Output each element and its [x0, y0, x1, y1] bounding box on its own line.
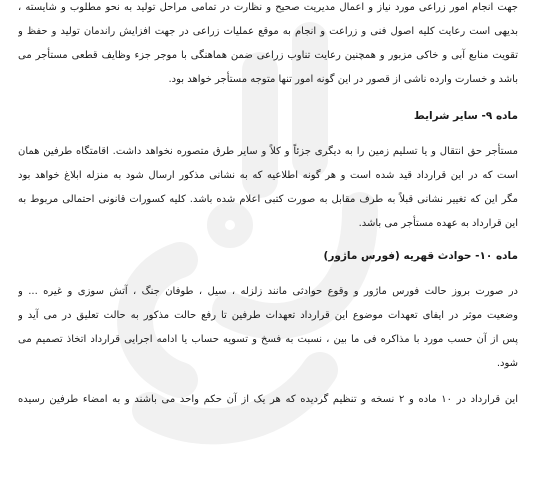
- article-9-line: مستأجر حق انتقال و یا تسلیم زمین را به دیگری جزئاً و کلاً و سایر طرق متصوره نخواهد داشت. اقامتگاه طرفین همان: [18, 146, 518, 157]
- article-10-line: وضعیت موثر در ایفای تعهدات موضوع این قرارداد تعهدات طرفین تا رفع حالت مذکور به حالت تعلیق در می آید و: [18, 310, 518, 321]
- article-9-line: این قرارداد به عهده مستأجر می باشد.: [358, 218, 518, 229]
- article-10-line: شود.: [496, 358, 518, 369]
- paragraph-line: باشد و خسارت وارده ناشی از قصور در این گونه امور تنها متوجه مستأجر خواهد بود.: [168, 74, 518, 85]
- closing-line: این قرارداد در ۱۰ ماده و ۲ نسخه و تنظیم گردیده که هر یک از آن حکم واحد می باشند و به امضاء طرفین رسیده: [18, 394, 518, 405]
- article-10-title: ماده ۱۰- حوادث قهریه (فورس ماژور): [323, 250, 518, 262]
- paragraph-line: تقویت منابع آبی و خاکی مزبور و همچنین رعایت تناوب زراعی ضمن هماهنگی با موجر جزء وظایف قطعی مستأجر می: [18, 50, 518, 61]
- document-body: [18, 0, 518, 412]
- article-9-line: مگر این که تغییر نشانی قبلاً به طرف مقابل به صورت کتبی اعلام شده باشد. کلیه کسورات قانونی احتمالی مربوط به: [18, 194, 518, 205]
- article-9-title: ماده ۹- سایر شرایط: [413, 110, 518, 122]
- paragraph-line: بدیهی است رعایت کلیه اصول فنی و زراعت و انجام به موقع عملیات زراعی در جهت افزایش راندمان تولید و حفظ و: [18, 26, 518, 37]
- article-10-line: در صورت بروز حالت فورس ماژور و وقوع حوادثی مانند زلزله ، سیل ، طوفان جنگ ، آتش سوزی و غیره ... و: [18, 286, 518, 297]
- article-10-line: پس از آن حسب مورد با مذاکره فی ما بین ، نسبت به فسخ و تسویه حساب یا ادامه اجرایی قرارداد اتخاذ تصمیم می: [18, 334, 518, 345]
- paragraph-line: جهت انجام امور زراعی مورد نیاز و اعمال مدیریت صحیح و نظارت در تمامی مراحل تولید به نحو مطلوب و شایسته ،: [18, 2, 518, 13]
- article-9-line: است که در این قرارداد قید شده است و هر گونه اطلاعیه که به نشانی مذکور ارسال شود به منزله ابلاغ خواهد بود: [18, 170, 518, 181]
